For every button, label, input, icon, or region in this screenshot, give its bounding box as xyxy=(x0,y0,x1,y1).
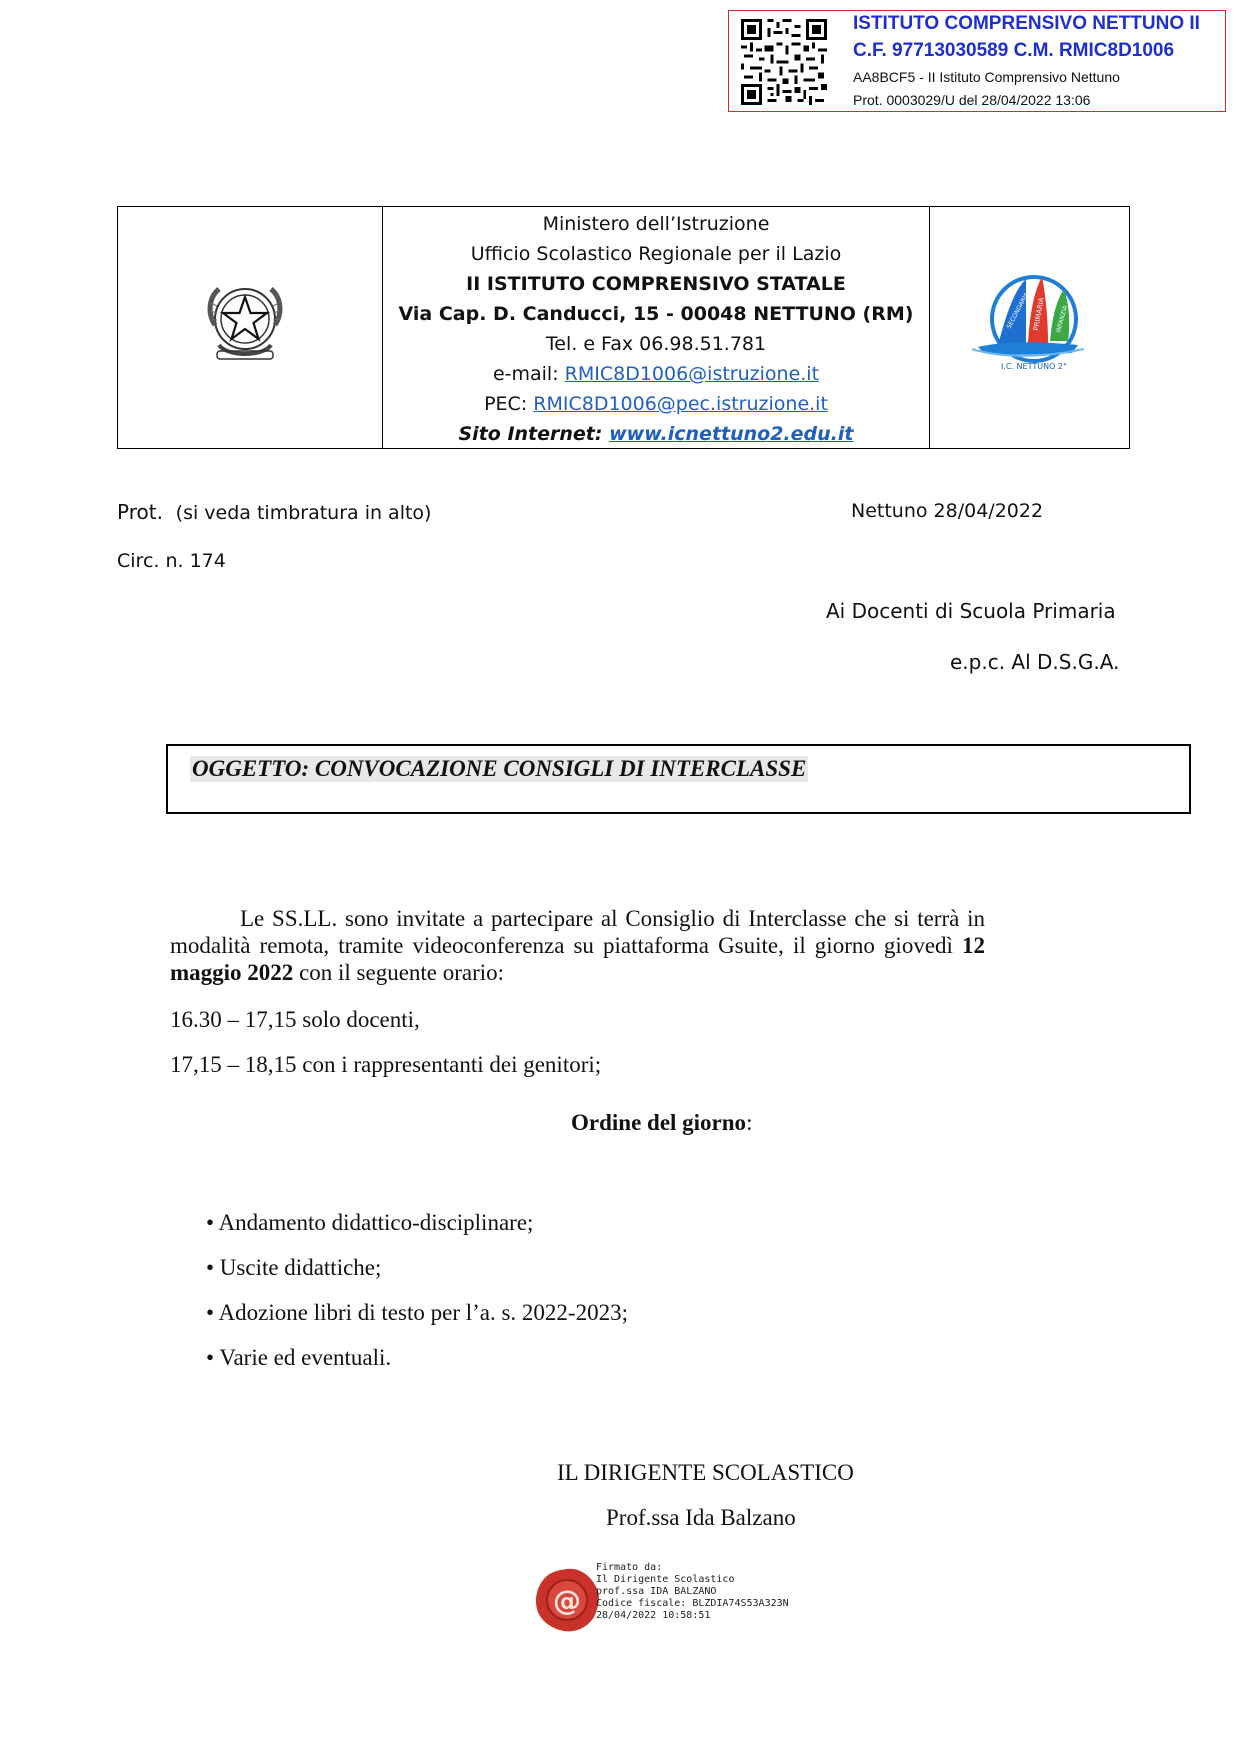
logo-sail-secondaria: SECONDARIA xyxy=(1005,291,1031,330)
stamp-aoo: AA8BCF5 - II Istituto Comprensivo Nettuno xyxy=(853,69,1120,85)
agenda-item: • Uscite didattiche; xyxy=(206,1255,382,1280)
school-name: II ISTITUTO COMPRENSIVO STATALE xyxy=(466,273,846,295)
agenda-item: • Andamento didattico-disciplinare; xyxy=(206,1210,534,1235)
agenda-title-colon: : xyxy=(746,1110,753,1135)
signatory-role: IL DIRIGENTE SCOLASTICO xyxy=(557,1460,854,1485)
recipient-teachers: Ai Docenti di Scuola Primaria xyxy=(826,599,1116,623)
school-sailboat-logo-icon xyxy=(968,267,1088,377)
letterhead-center-cell xyxy=(383,207,930,448)
site-row xyxy=(383,419,929,449)
place-date: Nettuno 28/04/2022 xyxy=(851,500,1044,522)
agenda-item: • Varie ed eventuali. xyxy=(206,1345,392,1370)
meeting-date: 12 maggio 2022 xyxy=(170,933,985,985)
logo-sail-infanzia: INFANZIA xyxy=(1055,304,1070,334)
sig-line3: prof.ssa IDA BALZANO xyxy=(596,1586,717,1597)
schedule-parents: 17,15 – 18,15 con i rappresentanti dei genitori; xyxy=(170,1052,602,1077)
svg-text:@: @ xyxy=(553,1584,581,1617)
pec-row xyxy=(383,389,929,419)
qr-code-icon xyxy=(741,19,827,105)
sig-line5: 28/04/2022 10:58:51 xyxy=(596,1610,711,1621)
email-link[interactable]: RMIC8D1006@istruzione.it xyxy=(564,363,820,385)
pec-link[interactable]: RMIC8D1006@pec.istruzione.it xyxy=(533,393,828,415)
protocol-stamp xyxy=(728,10,1226,112)
sig-line2: Il Dirigente Scolastico xyxy=(596,1574,735,1585)
ministry-name: Ministero dell’Istruzione xyxy=(542,213,770,235)
agenda-title: Ordine del giorno xyxy=(571,1110,747,1135)
prot-note: (si veda timbratura in alto) xyxy=(175,502,432,524)
subject-box xyxy=(166,744,1191,814)
body-part1: Le SS.LL. sono invitate a partecipare al Consiglio di Interclasse che si terrà in modalità remota, tramite videoconferenza su piattaforma Gsuite, il giorno giovedì xyxy=(170,906,985,958)
body-paragraph xyxy=(170,905,985,986)
letterhead-table xyxy=(117,206,1130,449)
email-row xyxy=(383,359,929,389)
school-address: Via Cap. D. Canducci, 15 - 00048 NETTUNO (RM) xyxy=(398,303,914,325)
wax-seal-at-icon xyxy=(532,1565,602,1635)
school-phone: Tel. e Fax 06.98.51.781 xyxy=(545,333,767,355)
site-label: Sito Internet: xyxy=(458,423,610,445)
body-part2: con il seguente orario: xyxy=(293,960,505,985)
regional-office: Ufficio Scolastico Regionale per il Lazio xyxy=(470,243,842,265)
circular-number: Circ. n. 174 xyxy=(117,550,226,572)
agenda-title-row xyxy=(571,1110,752,1136)
stamp-institute-name: ISTITUTO COMPRENSIVO NETTUNO II xyxy=(853,13,1200,34)
stamp-protocol: Prot. 0003029/U del 28/04/2022 13:06 xyxy=(853,92,1091,108)
subject-text: OGGETTO: CONVOCAZIONE CONSIGLI DI INTERCLASSE xyxy=(192,756,807,781)
sig-line1: Firmato da: xyxy=(596,1562,663,1573)
letterhead-right-cell xyxy=(930,207,1129,448)
site-link[interactable]: www.icnettuno2.edu.it xyxy=(609,423,854,445)
recipient-dsga: e.p.c. Al D.S.G.A. xyxy=(950,650,1120,674)
digital-signature-info xyxy=(596,1562,789,1622)
agenda-item: • Adozione libri di testo per l’a. s. 2022-2023; xyxy=(206,1300,628,1325)
prot-label: Prot. xyxy=(117,500,163,524)
italian-republic-emblem-icon xyxy=(195,273,295,373)
letterhead-left-cell xyxy=(118,207,383,448)
stamp-codes: C.F. 97713030589 C.M. RMIC8D1006 xyxy=(853,40,1175,61)
signatory-name: Prof.ssa Ida Balzano xyxy=(606,1505,796,1530)
sig-line4: Codice fiscale: BLZDIA74S53A323N xyxy=(596,1598,789,1609)
schedule-teachers: 16.30 – 17,15 solo docenti, xyxy=(170,1007,420,1032)
logo-base-label: I.C. NETTUNO 2° xyxy=(1000,362,1068,371)
prot-line xyxy=(117,500,431,524)
logo-sail-primaria: PRIMARIA xyxy=(1032,296,1046,332)
email-label: e-mail: xyxy=(492,363,565,385)
pec-label: PEC: xyxy=(484,393,534,415)
